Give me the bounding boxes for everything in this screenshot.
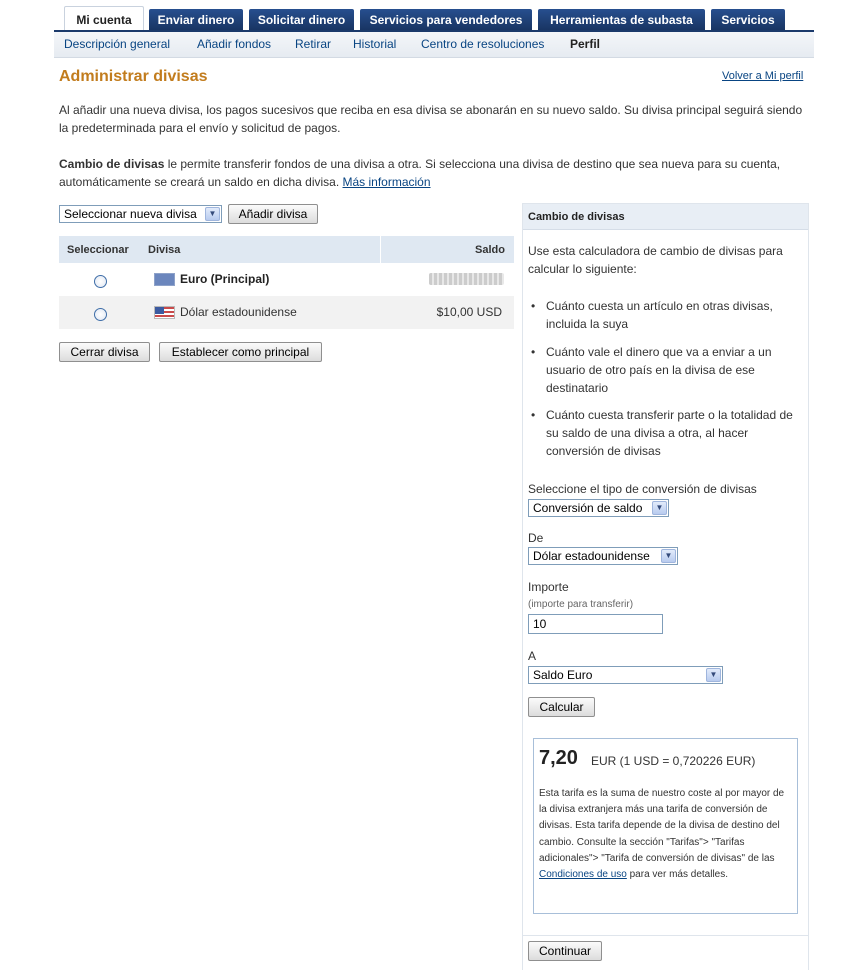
conversion-type-select[interactable] [528, 499, 669, 517]
continue-button[interactable]: Continuar [528, 941, 602, 961]
table-row [59, 263, 514, 296]
intro-text: Al añadir una nueva divisa, los pagos sucesivos que reciba en esa divisa se abonarán en su nuevo saldo. Su divisa principal seguirá siendo la predeterminada para el envío y solicitud de pagos. [59, 103, 803, 135]
to-currency-select[interactable] [528, 666, 723, 684]
select-euro-radio[interactable] [94, 275, 107, 288]
new-currency-select-value: Seleccionar nueva divisa [64, 207, 197, 221]
currency-name: Euro (Principal) [180, 272, 270, 286]
eu-flag-icon [154, 273, 175, 286]
panel-separator [523, 935, 808, 936]
header-separator [380, 236, 381, 263]
new-currency-select[interactable] [59, 205, 222, 223]
chevron-down-icon: ▼ [652, 501, 667, 515]
panel-intro: Use esta calculadora de cambio de divisas para calcular lo siguiente: [528, 244, 783, 276]
to-label: A [528, 649, 537, 663]
from-label: De [528, 531, 544, 545]
panel-bullet: • Cuánto cuesta un artículo en otras divisas, incluida la suya [528, 297, 804, 333]
sub-navigation [54, 32, 814, 58]
exchange-bold-label: Cambio de divisas [59, 157, 165, 171]
select-usd-radio[interactable] [94, 308, 107, 321]
terms-of-use-link[interactable]: Condiciones de uso [539, 869, 627, 881]
panel-title: Cambio de divisas [523, 204, 808, 230]
currency-converter-panel [522, 203, 809, 970]
tab-herramientas-subasta[interactable]: Herramientas de subasta [538, 9, 705, 32]
subnav-historial[interactable]: Historial [353, 37, 397, 51]
calculate-button[interactable]: Calcular [528, 697, 595, 717]
panel-bullet: • Cuánto cuesta transferir parte o la totalidad de su saldo de una divisa a otra, al hacer conversión de divisas [528, 406, 804, 460]
tab-mi-cuenta[interactable]: Mi cuenta [64, 6, 144, 33]
exchange-text: le permite transferir fondos de una divisa a otra. Si selecciona una divisa de destino que sea nueva para su cuenta, automáticamente se creará un saldo en dicha divisa. [59, 157, 781, 189]
fee-note [539, 786, 794, 883]
page-title: Administrar divisas [59, 68, 208, 85]
close-currency-button[interactable]: Cerrar divisa [59, 342, 150, 362]
from-currency-select[interactable] [528, 547, 678, 565]
subnav-retirar[interactable]: Retirar [295, 37, 332, 51]
conversion-type-label: Seleccione el tipo de conversión de divisas [528, 482, 757, 496]
conversion-result [533, 738, 798, 914]
tab-servicios[interactable]: Servicios [711, 9, 785, 32]
add-currency-button[interactable]: Añadir divisa [228, 204, 318, 224]
chevron-down-icon: ▼ [205, 207, 220, 221]
tab-servicios-vendedores[interactable]: Servicios para vendedores [360, 9, 532, 32]
more-info-link[interactable]: Más información [342, 175, 431, 189]
amount-input[interactable]: 10 [528, 614, 663, 634]
panel-bullet: • Cuánto vale el dinero que va a enviar a un usuario de otro país en la divisa de ese destinatario [528, 343, 804, 397]
header-balance: Saldo [475, 244, 505, 256]
header-currency: Divisa [148, 244, 181, 256]
to-currency-value: Saldo Euro [533, 668, 593, 682]
conversion-type-value: Conversión de saldo [533, 501, 643, 515]
subnav-descripcion-general[interactable]: Descripción general [64, 37, 171, 51]
set-primary-button[interactable]: Establecer como principal [159, 342, 322, 362]
chevron-down-icon: ▼ [661, 549, 676, 563]
header-select: Seleccionar [67, 244, 129, 256]
fee-note-end: para ver más detalles. [626, 869, 729, 881]
subnav-centro-resoluciones[interactable]: Centro de resoluciones [421, 37, 545, 51]
currency-balance: $10,00 USD [436, 305, 502, 319]
table-header [59, 236, 514, 263]
result-rate: EUR (1 USD = 0,720226 EUR) [591, 754, 756, 768]
subnav-anadir-fondos[interactable]: Añadir fondos [197, 37, 272, 51]
table-row [59, 296, 514, 329]
amount-label: Importe [528, 580, 569, 594]
us-flag-icon [154, 306, 175, 319]
subnav-perfil[interactable]: Perfil [570, 37, 601, 51]
main-tabs [54, 6, 814, 32]
fee-note-text: Esta tarifa es la suma de nuestro coste al por mayor de la divisa extranjera más una tarifa de conversión de divisas. Esta tarifa depende de la divisa de destino del cambio. Consulte la sección "Tarifas"> "Tarifas adicionales"> "Tarifa de conversión de divisas" de las [539, 788, 785, 864]
currency-name: Dólar estadounidense [180, 305, 297, 319]
blurred-balance [429, 273, 504, 285]
chevron-down-icon: ▼ [706, 668, 721, 682]
result-amount: 7,20 [539, 747, 578, 769]
back-to-profile-link[interactable]: Volver a Mi perfil [722, 70, 804, 82]
tab-solicitar-dinero[interactable]: Solicitar dinero [249, 9, 354, 32]
from-currency-value: Dólar estadounidense [533, 549, 650, 563]
amount-hint: (importe para transferir) [528, 599, 634, 610]
tab-enviar-dinero[interactable]: Enviar dinero [149, 9, 243, 32]
exchange-description [59, 155, 809, 191]
